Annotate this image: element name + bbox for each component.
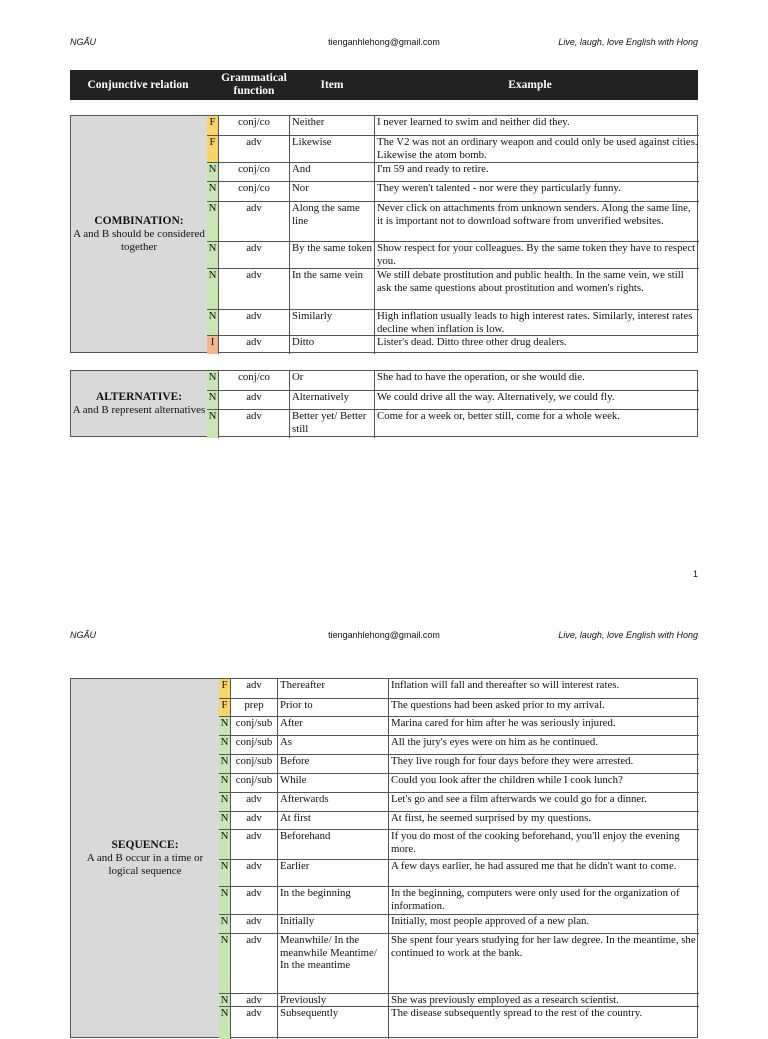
item-cell: Ditto xyxy=(290,335,375,354)
example-cell: High inflation usually leads to high interest rates. Similarly, interest rates decline when inflation is low. xyxy=(375,309,699,335)
example-cell: In the beginning, computers were only used for the organization of information. xyxy=(389,886,699,914)
header-function: Grammatical function xyxy=(221,72,287,97)
item-cell: Initially xyxy=(278,914,389,933)
header-relation: Conjunctive relation xyxy=(87,78,189,91)
function-cell: adv xyxy=(231,829,278,859)
table-header xyxy=(70,70,698,100)
item-cell: At first xyxy=(278,811,389,829)
function-cell: prep xyxy=(231,698,278,716)
function-cell: adv xyxy=(219,409,290,438)
header-tagline: Live, laugh, love English with Hong xyxy=(558,37,698,47)
example-cell: She was previously employed as a research scientist. xyxy=(389,993,699,1006)
table-row xyxy=(71,162,697,181)
category-badge: N xyxy=(219,792,231,811)
table-row xyxy=(71,886,697,914)
table-row xyxy=(71,309,697,335)
example-cell: A few days earlier, he had assured me that he didn't want to come. xyxy=(389,859,699,886)
category-badge: N xyxy=(219,829,231,859)
function-cell: adv xyxy=(231,933,278,993)
example-cell: I'm 59 and ready to retire. xyxy=(375,162,699,181)
category-badge: N xyxy=(207,390,219,409)
category-badge: N xyxy=(207,268,219,309)
function-cell: conj/sub xyxy=(231,754,278,773)
table-row xyxy=(71,829,697,859)
function-cell: adv xyxy=(219,268,290,309)
example-cell: The disease subsequently spread to the rest of the country. xyxy=(389,1006,699,1039)
combination-section xyxy=(70,115,698,353)
function-cell: conj/sub xyxy=(231,773,278,792)
category-badge: F xyxy=(207,135,219,162)
item-cell: Previously xyxy=(278,993,389,1006)
example-cell: The V2 was not an ordinary weapon and could only be used against cities. Likewise the atom bomb. xyxy=(377,136,698,161)
function-cell: conj/co xyxy=(219,116,290,135)
category-badge: N xyxy=(219,993,231,1006)
item-cell: In the beginning xyxy=(278,886,389,914)
item-cell: While xyxy=(278,773,389,792)
category-badge: F xyxy=(219,698,231,716)
table-row xyxy=(71,201,697,241)
category-badge: N xyxy=(207,201,219,241)
item-cell: Neither xyxy=(290,116,375,135)
example-cell: Let's go and see a film afterwards we could go for a dinner. xyxy=(389,792,699,811)
category-badge: N xyxy=(207,309,219,335)
example-cell: Never click on attachments from unknown senders. Along the same line, it is important not to download software from unverified websites. xyxy=(375,201,699,241)
example-cell: We still debate prostitution and public health. In the same vein, we still ask the same questions about prostitution and women's rights. xyxy=(375,268,699,309)
category-badge: N xyxy=(207,241,219,268)
item-cell: Before xyxy=(278,754,389,773)
example-cell: All the jury's eyes were on him as he continued. xyxy=(389,735,699,754)
example-cell: She spent four years studying for her law degree. In the meantime, she continued to work at the bank. xyxy=(389,933,699,993)
table-row xyxy=(71,914,697,933)
function-cell: adv xyxy=(219,135,290,162)
function-cell: conj/co xyxy=(219,162,290,181)
category-badge: N xyxy=(219,859,231,886)
category-badge: N xyxy=(219,933,231,993)
function-cell: adv xyxy=(231,1006,278,1039)
category-badge: N xyxy=(219,716,231,735)
example-cell: She had to have the operation, or she would die. xyxy=(377,371,585,383)
relation-description: A and B occur in a time or logical sequence xyxy=(86,851,204,877)
category-badge: N xyxy=(219,735,231,754)
relation-title: ALTERNATIVE: xyxy=(95,390,183,403)
example-cell: Could you look after the children while I cook lunch? xyxy=(389,773,699,792)
category-badge: I xyxy=(207,335,219,354)
example-cell: They weren't talented - nor were they particularly funny. xyxy=(375,181,699,201)
relation-title: SEQUENCE: xyxy=(111,838,179,851)
function-cell: conj/co xyxy=(219,181,290,201)
header-tagline: Live, laugh, love English with Hong xyxy=(558,630,698,640)
example-cell: I never learned to swim and neither did they. xyxy=(377,116,570,128)
item-cell: Earlier xyxy=(278,859,389,886)
table-row xyxy=(71,716,697,735)
table-row xyxy=(71,116,697,135)
item-cell: Thereafter xyxy=(278,679,389,698)
function-cell: adv xyxy=(231,859,278,886)
table-row xyxy=(71,773,697,792)
item-cell: Along the same line xyxy=(290,201,375,241)
table-row xyxy=(71,735,697,754)
item-cell: And xyxy=(290,162,375,181)
function-cell: conj/sub xyxy=(231,735,278,754)
category-badge: N xyxy=(219,1006,231,1039)
table-row xyxy=(71,335,697,354)
page-header xyxy=(70,37,698,51)
header-left-text: NGẤU xyxy=(70,37,97,47)
table-row xyxy=(71,268,697,309)
category-badge: N xyxy=(219,811,231,829)
table-row xyxy=(71,1006,697,1039)
example-cell: Marina cared for him after he was seriously injured. xyxy=(389,716,699,735)
function-cell: adv xyxy=(231,792,278,811)
function-cell: adv xyxy=(219,390,290,409)
relation-description: A and B should be considered together xyxy=(73,227,205,253)
example-cell: At first, he seemed surprised by my questions. xyxy=(389,811,699,829)
category-badge: F xyxy=(219,679,231,698)
example-cell: Inflation will fall and thereafter so will interest rates. xyxy=(391,679,620,691)
category-badge: F xyxy=(207,116,219,135)
item-cell: After xyxy=(278,716,389,735)
category-badge: N xyxy=(207,371,219,390)
function-cell: conj/sub xyxy=(231,716,278,735)
function-cell: adv xyxy=(231,811,278,829)
category-badge: N xyxy=(219,886,231,914)
example-cell: Show respect for your colleagues. By the same token they have to respect you. xyxy=(375,241,699,268)
item-cell: Alternatively xyxy=(290,390,375,409)
relation-description: A and B represent alternatives xyxy=(72,403,206,416)
table-row xyxy=(71,792,697,811)
item-cell: Meanwhile/ In the meanwhile Meantime/ In the meantime xyxy=(278,933,389,993)
example-cell: Come for a week or, better still, come for a whole week. xyxy=(375,409,699,438)
sequence-section xyxy=(70,678,698,1038)
example-cell: Initially, most people approved of a new plan. xyxy=(389,914,699,933)
category-badge: N xyxy=(219,914,231,933)
example-cell: If you do most of the cooking beforehand, you'll enjoy the evening more. xyxy=(389,829,699,859)
item-cell: Nor xyxy=(290,181,375,201)
example-cell: They live rough for four days before they were arrested. xyxy=(389,754,699,773)
table-row xyxy=(71,390,697,409)
function-cell: adv xyxy=(231,993,278,1006)
item-cell: Better yet/ Better still xyxy=(290,409,375,438)
item-cell: Beforehand xyxy=(278,829,389,859)
item-cell: Similarly xyxy=(290,309,375,335)
category-badge: N xyxy=(219,754,231,773)
header-example: Example xyxy=(508,78,552,91)
function-cell: conj/co xyxy=(219,371,290,390)
table-row xyxy=(71,698,697,716)
table-row xyxy=(71,181,697,201)
item-cell: By the same token xyxy=(290,241,375,268)
header-email: tienganhlehong@gmail.com xyxy=(328,630,440,640)
item-cell: In the same vein xyxy=(290,268,375,309)
table-row xyxy=(71,135,697,162)
function-cell: adv xyxy=(231,679,278,698)
table-row xyxy=(71,859,697,886)
item-cell: Subsequently xyxy=(278,1006,389,1039)
item-cell: Prior to xyxy=(278,698,389,716)
item-cell: As xyxy=(278,735,389,754)
table-row xyxy=(71,241,697,268)
category-badge: N xyxy=(207,409,219,438)
header-email: tienganhlehong@gmail.com xyxy=(328,37,440,47)
header-item: Item xyxy=(320,78,344,91)
relation-title: COMBINATION: xyxy=(94,214,184,227)
table-row xyxy=(71,679,697,698)
category-badge: N xyxy=(207,181,219,201)
category-badge: N xyxy=(207,162,219,181)
table-row xyxy=(71,811,697,829)
table-row xyxy=(71,754,697,773)
function-cell: adv xyxy=(219,241,290,268)
function-cell: adv xyxy=(219,201,290,241)
page-number: 1 xyxy=(692,569,698,579)
category-badge: N xyxy=(219,773,231,792)
table-row xyxy=(71,993,697,1006)
example-cell: Lister's dead. Ditto three other drug dealers. xyxy=(375,335,699,354)
table-row xyxy=(71,371,697,390)
header-left-text: NGẤU xyxy=(70,630,97,640)
item-cell: Afterwards xyxy=(278,792,389,811)
table-row xyxy=(71,933,697,993)
item-cell: Or xyxy=(290,371,375,390)
function-cell: adv xyxy=(219,309,290,335)
example-cell: We could drive all the way. Alternatively, we could fly. xyxy=(375,390,699,409)
function-cell: adv xyxy=(219,335,290,354)
function-cell: adv xyxy=(231,914,278,933)
table-row xyxy=(71,409,697,438)
page-header xyxy=(70,630,698,644)
function-cell: adv xyxy=(231,886,278,914)
example-cell: The questions had been asked prior to my arrival. xyxy=(389,698,699,716)
alternative-section xyxy=(70,370,698,437)
item-cell: Likewise xyxy=(290,135,375,162)
